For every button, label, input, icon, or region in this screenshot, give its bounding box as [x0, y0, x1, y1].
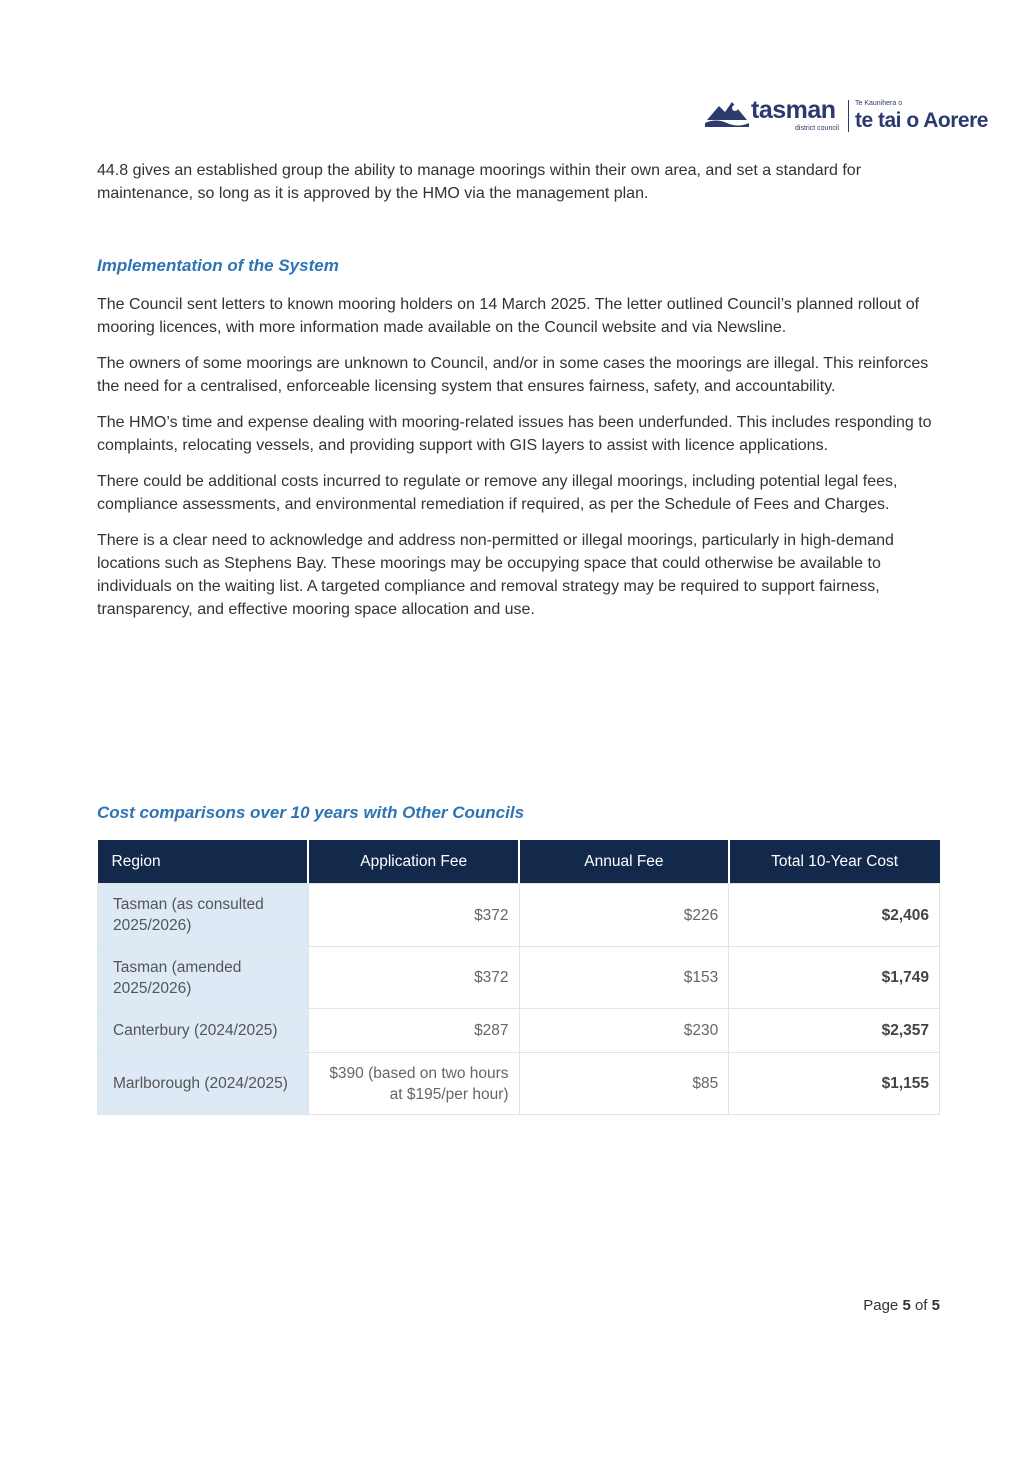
logo-maori-subtext: Te Kaunihera o — [855, 100, 903, 107]
total-pages: 5 — [931, 1297, 940, 1314]
column-header-annual-fee: Annual Fee — [519, 840, 729, 884]
cost-heading: Cost comparisons over 10 years with Other Councils — [97, 803, 525, 822]
current-page: 5 — [902, 1297, 911, 1314]
total-cost-cell: $2,357 — [729, 1009, 940, 1053]
total-cost-cell: $2,406 — [729, 884, 940, 947]
region-cell: Tasman (as consulted 2025/2026) — [98, 884, 309, 947]
implementation-paragraph: The HMO’s time and expense dealing with mooring-related issues has been underfunded. This includes responding to complaints, relocating vessels, and providing support with GIS layers to assist with licence applications. — [97, 414, 932, 454]
intro-section — [97, 159, 942, 205]
total-cost-cell: $1,749 — [729, 947, 940, 1009]
region-cell: Tasman (amended 2025/2026) — [98, 947, 309, 1009]
council-logo — [705, 94, 990, 138]
column-header-application-fee: Application Fee — [308, 840, 519, 884]
page-number — [820, 1297, 940, 1314]
implementation-paragraph: There is a clear need to acknowledge and address non-permitted or illegal moorings, particularly in high-demand locations such as Stephens Bay. These moorings may be occupying space that could otherwise be available to individuals on the waiting list. A targeted compliance and removal strategy may be required to support fairness, transparency, and effective mooring space allocation and use. — [97, 532, 894, 618]
table-row — [98, 1009, 940, 1053]
implementation-heading: Implementation of the System — [97, 256, 339, 275]
annual-fee-cell: $85 — [519, 1053, 729, 1115]
application-fee-cell: $390 (based on two hours at $195/per hour) — [308, 1053, 519, 1115]
column-header-total-cost: Total 10-Year Cost — [729, 840, 940, 884]
cost-table — [97, 840, 940, 1115]
table-row — [98, 884, 940, 947]
intro-paragraph: 44.8 gives an established group the ability to manage moorings within their own area, and set a standard for maintenance, so long as it is approved by the HMO via the management plan. — [97, 162, 862, 202]
of-word: of — [914, 1297, 928, 1314]
application-fee-cell: $287 — [308, 1009, 519, 1053]
annual-fee-cell: $226 — [519, 884, 729, 947]
annual-fee-cell: $153 — [519, 947, 729, 1009]
cost-section — [97, 803, 942, 1115]
total-cost-cell: $1,155 — [729, 1053, 940, 1115]
implementation-paragraph: The Council sent letters to known mooring holders on 14 March 2025. The letter outlined Council’s planned rollout of mooring licences, with more information made available on the Council website and via Newsline. — [97, 296, 920, 336]
implementation-paragraph: The owners of some moorings are unknown to Council, and/or in some cases the moorings are illegal. This reinforces the need for a centralised, enforceable licensing system that ensures fairness, safety, and accountability. — [97, 355, 929, 395]
application-fee-cell: $372 — [308, 884, 519, 947]
logo-maori-text: te tai o Aorere — [855, 109, 988, 132]
logo-brand-text: tasman — [751, 96, 836, 124]
logo-divider — [848, 100, 849, 132]
mountain-logo-icon — [705, 96, 749, 128]
annual-fee-cell: $230 — [519, 1009, 729, 1053]
region-cell: Marlborough (2024/2025) — [98, 1053, 309, 1115]
column-header-region: Region — [98, 840, 309, 884]
logo-brand-subtext: district council — [795, 125, 839, 132]
table-header-row — [98, 840, 940, 884]
table-row — [98, 1053, 940, 1115]
implementation-paragraph: There could be additional costs incurred to regulate or remove any illegal moorings, including potential legal fees, compliance assessments, and environmental remediation if required, as per the Schedule of Fees and Charges. — [97, 473, 898, 513]
page-word: Page — [863, 1297, 899, 1314]
table-row — [98, 947, 940, 1009]
implementation-section — [97, 256, 942, 621]
application-fee-cell: $372 — [308, 947, 519, 1009]
region-cell: Canterbury (2024/2025) — [98, 1009, 309, 1053]
